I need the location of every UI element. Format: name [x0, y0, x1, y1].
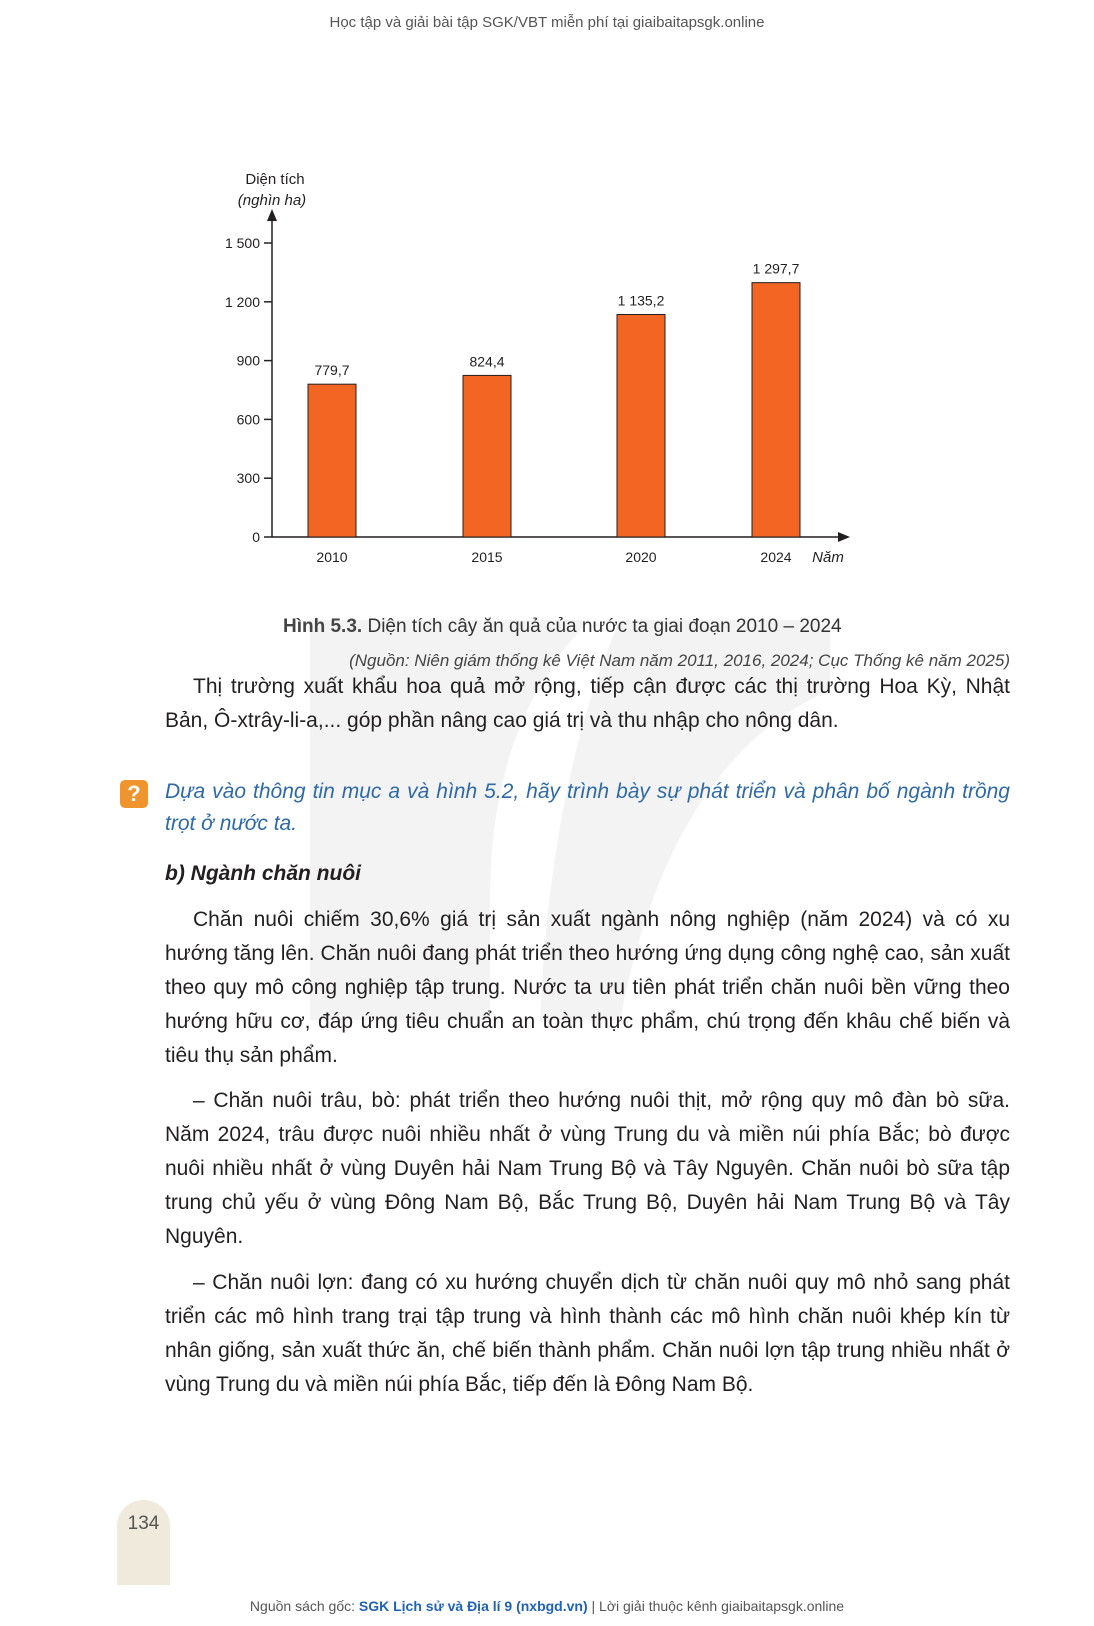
x-tick-label: 2015 — [471, 549, 503, 565]
y-tick-label: 300 — [236, 470, 260, 487]
x-axis-arrow — [838, 532, 850, 542]
bar-value-label: 1 135,2 — [617, 292, 665, 309]
paragraph-1-text: Thị trường xuất khẩu hoa quả mở rộng, tiếp cận được các thị trường Hoa Kỳ, Nhật Bản, Ô-xtrây-li-a,... góp phần nâng cao giá trị và thu nhập cho nông dân. — [165, 675, 1010, 732]
paragraph-3 — [165, 1084, 1010, 1254]
paragraph-3-text: – Chăn nuôi trâu, bò: phát triển theo hướng nuôi thịt, mở rộng quy mô đàn bò sữa. Năm 2024, trâu được nuôi nhiều nhất ở vùng Trung du và miền núi phía Bắc; bò được nuôi nhiều nhất ở vùng Duyên hải Nam Trung Bộ và Tây Nguyên. Chăn nuôi bò sữa tập trung chủ yếu ở vùng Đông Nam Bộ, Bắc Trung Bộ, Duyên hải Nam Trung Bộ và Tây Nguyên. — [165, 1089, 1010, 1248]
section-heading: b) Ngành chăn nuôi — [165, 862, 361, 885]
caption-label: Hình 5.3. — [283, 616, 363, 637]
page-header: Học tập và giải bài tập SGK/VBT miễn phí tại giaibaitapsgk.online — [329, 14, 765, 31]
y-tick-label: 0 — [252, 529, 260, 545]
bars — [308, 261, 800, 565]
bar-chart — [200, 165, 900, 595]
question-text: Dựa vào thông tin mục a và hình 5.2, hãy trình bày sự phát triển và phân bố ngành trồng trọt ở nước ta. — [165, 780, 1010, 835]
bar-value-label: 1 297,7 — [752, 260, 800, 277]
bar-2020 — [617, 315, 665, 537]
y-tick-label: 1 200 — [224, 293, 260, 310]
y-tick-label: 900 — [236, 352, 260, 369]
figure-caption — [283, 616, 842, 638]
y-tick-label: 1 500 — [224, 235, 260, 251]
y-axis-unit: (nghìn ha) — [237, 192, 307, 209]
x-tick-label: 2024 — [760, 549, 792, 565]
y-axis-label: Diện tích — [245, 171, 305, 188]
x-tick-label: 2010 — [316, 549, 348, 565]
paragraph-2 — [165, 903, 1010, 1073]
x-tick-label: 2020 — [625, 549, 657, 565]
paragraph-4 — [165, 1266, 1010, 1402]
footer-prefix: Nguồn sách gốc: — [249, 1598, 359, 1614]
caption-text: Diện tích cây ăn quả của nước ta giai đoạn 2010 – 2024 — [362, 616, 842, 637]
page-number: 134 — [127, 1513, 160, 1534]
bar-2010 — [308, 384, 356, 537]
y-axis-arrow — [267, 209, 277, 221]
footer-suffix: | Lời giải thuộc kênh giaibaitapsgk.online — [587, 1598, 845, 1614]
page-footer — [0, 1598, 1094, 1614]
bar-2015 — [463, 375, 511, 537]
figure-source: (Nguồn: Niên giám thống kê Việt Nam năm 2011, 2016, 2024; Cục Thống kê năm 2025) — [349, 651, 1010, 670]
y-tick-label: 600 — [236, 411, 260, 428]
bar-2024 — [752, 283, 800, 537]
bar-value-label: 824,4 — [469, 353, 505, 370]
bar-value-label: 779,7 — [314, 362, 350, 379]
paragraph-4-text: – Chăn nuôi lợn: đang có xu hướng chuyển dịch từ chăn nuôi quy mô nhỏ sang phát triển các mô hình trang trại tập trung và hình thành các mô hình chăn nuôi khép kín từ nhân giống, sản xuất thức ăn, chế biến thành phẩm. Chăn nuôi lợn tập trung nhiều nhất ở vùng Trung du và miền núi phía Bắc, tiếp đến là Đông Nam Bộ. — [165, 1271, 1010, 1396]
paragraph-1 — [165, 670, 1010, 738]
paragraph-2-text: Chăn nuôi chiếm 30,6% giá trị sản xuất ngành nông nghiệp (năm 2024) và có xu hướng tăng lên. Chăn nuôi đang phát triển theo hướng ứng dụng công nghệ cao, sản xuất theo quy mô công nghiệp tập trung. Nước ta ưu tiên phát triển chăn nuôi bền vững theo hướng hữu cơ, đáp ứng tiêu chuẩn an toàn thực phẩm, chú trọng đến khâu chế biến và tiêu thụ sản phẩm. — [165, 908, 1010, 1067]
question-icon: ? — [120, 780, 148, 808]
y-ticks — [225, 235, 272, 545]
footer-book-link[interactable]: SGK Lịch sử và Địa lí 9 (nxbgd.vn) — [358, 1598, 588, 1614]
x-axis-label: Năm — [812, 549, 844, 566]
chart-svg — [200, 165, 900, 595]
